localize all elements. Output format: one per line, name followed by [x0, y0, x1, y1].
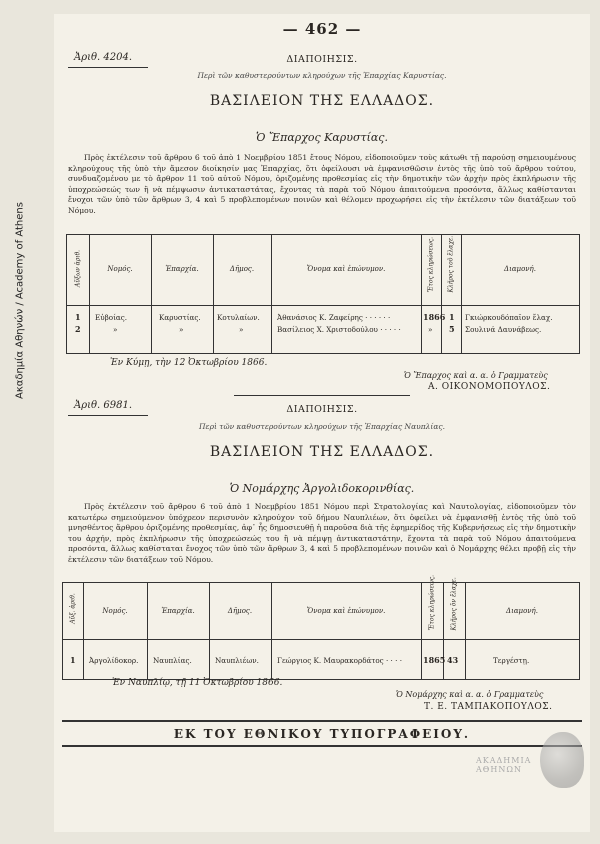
- notice2-th-1: Νομός.: [102, 607, 128, 615]
- notice1-signature-role: Ὁ Ἔπαρχος καὶ α. α. ὁ Γραμματεὺς: [404, 371, 548, 380]
- notice1-th-7: Διαμονή.: [504, 265, 536, 273]
- notice1-th-5: Ἔτος κληρώσεως.: [427, 237, 435, 293]
- table-cell: Γκιώρκουδόπαῖον ἔλαχ.: [465, 313, 553, 322]
- footer-rule-top: [62, 720, 582, 722]
- notice2-official: Ὁ Νομάρχης Ἀργολιδοκορινθίας.: [229, 482, 415, 495]
- table-cell: 1: [70, 655, 76, 665]
- table-cell: Βασίλειος Χ. Χριστοδούλου · · · · ·: [277, 325, 401, 334]
- notice1-place-date: Ἐν Κύμῃ, τὴν 12 Ὀκτωβρίου 1866.: [110, 358, 268, 368]
- page-number: — 462 —: [282, 20, 362, 38]
- table-cell: Κοτυλαίων.: [217, 313, 260, 322]
- academy-stamp-text: ΑΚΑΔΗΜΙΑ ΑΘΗΝΩΝ: [476, 756, 532, 774]
- table-cell: Ἀθανάσιος Κ. Ζαφείρης · · · · · ·: [277, 313, 391, 322]
- sidebar-label: Ακαδημία Αθηνών / Academy of Athens: [14, 202, 26, 399]
- notice2-th-3: Δῆμος.: [227, 607, 253, 615]
- notice1-subtitle: Περὶ τῶν καθυστερούντων κληρούχων τῆς Ἐπαρχίας Καρυστίας.: [197, 71, 447, 80]
- notice1-number: Ἀριθ. 4204.: [74, 52, 133, 63]
- table-cell: 5: [449, 324, 455, 334]
- table-cell: »: [179, 325, 184, 334]
- footer-rule-bottom: [62, 745, 582, 747]
- section-separator: [234, 395, 410, 396]
- document-page: [54, 14, 590, 832]
- notice2-th-6: Κλῆρος ὅν ἔλαχε.: [450, 577, 458, 631]
- table-cell: 2: [75, 324, 81, 334]
- sidebar-watermark: [10, 40, 32, 580]
- notice1-th-2: Ἐπαρχία.: [165, 265, 199, 273]
- table-cell: Σουλινά Δαυνάβεως.: [465, 325, 542, 334]
- notice2-th-0: Αὔξ. ἀριθ.: [69, 593, 77, 624]
- notice2-table: [62, 575, 580, 680]
- table-cell: 43: [447, 655, 459, 665]
- notice1-official: Ὁ Ἔπαρχος Καρυστίας.: [256, 131, 388, 144]
- table-cell: »: [113, 325, 118, 334]
- table-cell: »: [239, 325, 244, 334]
- table-cell: Γεώργιος Κ. Μαυρακορδάτος · · · ·: [277, 656, 402, 665]
- notice2-signature-name: Τ. Ε. ΤΑΜΠΑΚΟΠΟΥΛΟΣ.: [424, 702, 553, 712]
- notice1-caption: ΔΙΑΠΟΙΗΣΙΣ.: [286, 54, 358, 65]
- notice2-number-rule: [68, 415, 148, 416]
- notice2-place-date: Ἐν Ναυπλίῳ, τῇ 11 Ὀκτωβρίου 1866.: [112, 678, 283, 688]
- notice1-body: Πρὸς ἐκτέλεσιν τοῦ ἄρθρου 6 τοῦ ἀπὸ 1 Νοεμβρίου 1851 ἔτους Νόμου, εἰδοποιοῦμεν τοὺς κάτωθι τῇ παρούσῃ σημειουμένους κληρούχους τῆς ὑπὸ τὴν ἄμεσον διοίκησίν μας Ἐπαρχίας, ὅτι ὀφείλουσι νὰ ἐμφανισθῶσιν ἐντὸς τῆς ὑπὸ τοῦ ἄρθρου τούτου, συνδυαζομένου με τὸ ἄρθρον 11 τοῦ αὐτοῦ Νόμου, ὁριζομένης προθεσμίας εἰς τὴν δημοτικὴν τῶν ἀρχὴν πρὸς ἐκπλήρωσιν τῆς ὑποχρεώσεώς των ἢ νὰ πέμψωσιν ἀντικαταστάτας, ἔχοντας τὰ παρὰ τοῦ Νόμου ἀπαιτούμενα προσόντα, ἄλλως καθίστανται ἔνοχοι τῶν ὑπὸ τῶν ἄρθρων 3, 4 καὶ 5 προβλεπομένων ποινῶν καὶ θέλομεν προχωρήσει εἰς τὴν ἐκτέλεσιν τῶν διατάξεων τοῦ Νόμου.: [68, 153, 576, 215]
- notice2-kingdom: ΒΑΣΙΛΕΙΟΝ ΤΗΣ ΕΛΛΑΔΟΣ.: [209, 444, 435, 460]
- notice2-number: Ἀριθ. 6981.: [74, 400, 133, 411]
- notice1-th-0: Αὔξων ἀριθ.: [74, 249, 82, 288]
- table-cell: 1866: [423, 312, 446, 322]
- footer-printer: ΕΚ ΤΟΥ ΕΘΝΙΚΟΥ ΤΥΠΟΓΡΑΦΕΙΟΥ.: [173, 727, 471, 741]
- table-cell: Ναυπλίας.: [153, 656, 192, 665]
- notice2-th-4: Ὄνομα καὶ ἐπώνυμον.: [306, 607, 386, 615]
- notice2-subtitle: Περὶ τῶν καθυστερούντων κληρούχων τῆς Ἐπαρχίας Ναυπλίας.: [199, 422, 445, 431]
- notice1-th-3: Δῆμος.: [229, 265, 255, 273]
- table-cell: Ναυπλιέων.: [215, 656, 259, 665]
- notice1-th-4: Ὄνομα καὶ ἐπώνυμον.: [306, 265, 386, 273]
- notice1-kingdom: ΒΑΣΙΛΕΙΟΝ ΤΗΣ ΕΛΛΑΔΟΣ.: [209, 93, 435, 109]
- notice1-signature-name: Α. ΟΙΚΟΝΟΜΟΠΟΥΛΟΣ.: [428, 382, 551, 392]
- notice2-th-7: Διαμονή.: [506, 607, 538, 615]
- notice1-th-1: Νομός.: [107, 265, 133, 273]
- table-cell: »: [428, 325, 433, 334]
- table-cell: Εὐβοίας.: [95, 313, 128, 322]
- table-cell: Ἀργολίδοκορ.: [89, 656, 139, 665]
- notice2-caption: ΔΙΑΠΟΙΗΣΙΣ.: [286, 404, 358, 415]
- notice1-number-rule: [68, 67, 148, 68]
- notice2-signature-role: Ὁ Νομάρχης καὶ α. α. ὁ Γραμματεὺς: [396, 690, 544, 699]
- notice2-th-5: Ἔτος κληρώσεως.: [428, 575, 436, 631]
- notice2-body: Πρὸς ἐκτέλεσιν τοῦ ἄρθρου 6 τοῦ ἀπὸ 1 Νοεμβρίου 1851 Νόμου περὶ Στρατολογίας καὶ Ναυτολογίας, εἰδοποιοῦμεν τὸν κατωτέρω σημειούμενον ὑπόχρεον περισυνὸν κληρούχον τοῦ δήμου Ναυπλιέων, ὅτι ὀφείλει νὰ ἐμφανισθῇ ἐντὸς τῆς ὑπὸ τοῦ μνησθέντος ἄρθρου ὁριζομένης προθεσμίας, ἀφ᾽ ἧς δημοσιευθῇ ἡ παροῦσα διὰ τῆς ἐφημερίδος τῆς Κυβερνήσεως εἰς τὴν δημοτικὴν του ἀρχήν, πρὸς ἐκπλήρωσιν τῆς ὑποχρεώσεώς του ἢ νὰ πέμψῃ ἀντικαταστάτην, ἔχοντα τὰ παρὰ τοῦ Νόμου ἀπαιτούμενα προσόντα, ἄλλως καθίσταται ἔνοχος τῶν ὑπὸ τῶν ἄρθρων 3, 4 καὶ 5 προβλεπομένων ποινῶν καὶ ὁ Νομάρχης θέλει προβῇ εἰς τὴν ἐκτέλεσιν τῶν διατάξεων τοῦ Νόμου.: [68, 502, 576, 564]
- table-cell: 1865: [423, 655, 446, 665]
- table-cell: 1: [449, 312, 455, 322]
- table-cell: Τεργέστῃ.: [493, 656, 530, 665]
- table-cell: 1: [75, 312, 81, 322]
- table-cell: Καρυστίας.: [159, 313, 201, 322]
- notice1-table: [66, 234, 580, 354]
- notice1-th-6: Κλῆρος τοῦ ἔλαχε.: [447, 235, 455, 293]
- notice2-th-2: Ἐπαρχία.: [161, 607, 195, 615]
